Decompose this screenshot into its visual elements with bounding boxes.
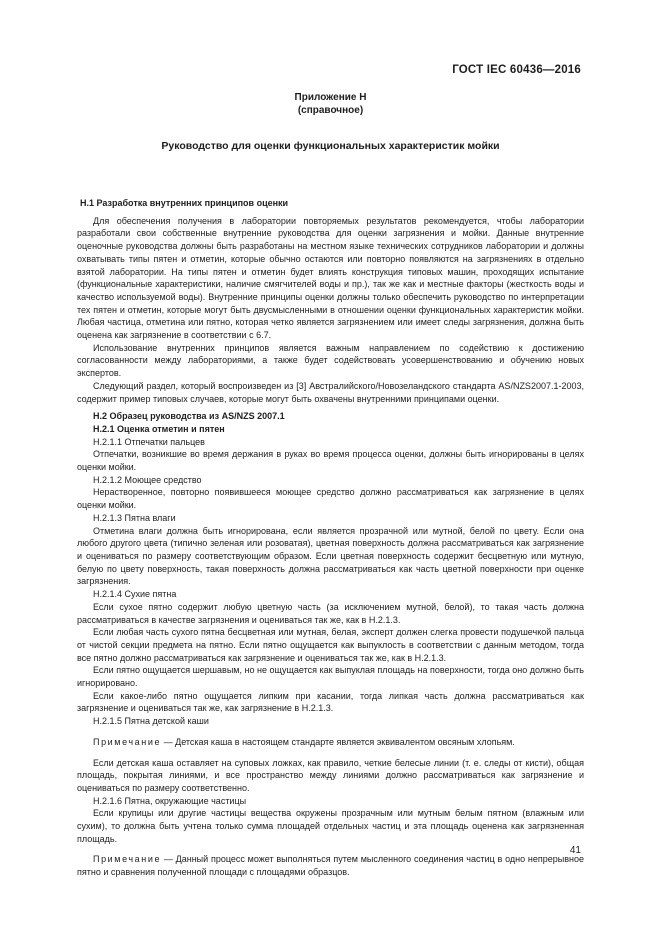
note [77,736,584,749]
page-title: Руководство для оценки функциональных характеристик мойки [161,140,500,152]
paragraph: Если пятно ощущается шершавым, но не ощущается как выпуклая площадь на поверхности, тогда оно должно быть игнорировано. [77,665,584,689]
paragraph: Для обеспечения получения в лаборатории повторяемых результатов рекомендуется, чтобы лаборатории разработали свои собственные внутренние руководства для оценки загрязнения и мойки. Данные внутренние оценочные руководства должны быть разработаны на местном языке технических сотрудников лаборатории и должны охватывать типы пятен и отметин, которые обычно остаются или повторно появляются на загрязнениях в отдельно взятой лаборатории. На типы пятен и отметин будет влиять конструкция типовых машин, проходящих испытание (функциональные характеристики, наличие смягчителей воды и пр.), так же как и местные факторы (жесткость воды и качество используемой воды). Внутренние принципы оценки должны только обеспечить руководство по интерпретации тех пятен и отметин, которые могут быть двусмысленными в отношении оценки функциональных характеристик мойки. Любая частица, отметина или пятно, которая четко является загрязнением или имеет следы загрязнения, должна быть оценена как загрязнение в соответствии с 6.7. [77,215,584,341]
clause-label: Н.2.1.3 Пятна влаги [93,512,176,523]
paragraph: Следующий раздел, который воспроизведен из [3] Австралийского/Новозеландского стандарта AS/NZS2007.1-2003, содержит пример типовых случаев, которые могут быть охвачены внутренними принципами оценки. [77,380,584,404]
clause-label: Н.2.1.4 Сухие пятна [93,589,177,600]
clause-label: Н.2.1.5 Пятна детской каши [93,716,209,727]
paragraph: Использование внутренних принципов является важным направлением по содействию к достижению согласованности между лабораториями, а также будет содействовать усовершенствованию и обучению новых экспертов. [77,342,584,379]
paragraph: Отпечатки, возникшие во время держания в руках во время процесса оценки, должны быть игнорированы в целях оценки мойки. [77,449,584,473]
subsection-heading: Н.2.1 Оценка отметин и пятен [93,423,225,434]
appendix-heading [0,91,661,117]
note-label: Примечание [93,854,162,865]
page-number: 41 [569,845,581,856]
note-text: — Детская каша в настоящем стандарте является эквивалентом овсяным хлопьям. [161,736,515,747]
paragraph: Если крупицы или другие частицы вещества окружены прозрачным или мутным белым пятном (влажным или сухим), то должна быть учтена только сумма площадей отдельных частиц и эта площадь оценена как загрязненная площадь. [77,808,584,844]
document-body [77,197,584,879]
note-label: Примечание [93,736,162,747]
paragraph: Если любая часть сухого пятна бесцветная или мутная, белая, эксперт должен слегка провести подушечкой пальца от чистой секции предмета на пятно. Если пятно ощущается как выпуклость в соответствии с данным методом, тогда все пятно должно рассматриваться как загрязнение и оцениваться так же, как в Н.2.1.3. [77,627,584,663]
clause-label: Н.2.1.1 Отпечатки пальцев [93,436,205,447]
clause-label: Н.2.1.2 Моющее средство [93,474,202,485]
section-heading: Н.1 Разработка внутренних принципов оценки [80,198,289,208]
standard-code: ГОСТ IEC 60436—2016 [452,64,581,76]
paragraph: Если сухое пятно содержит любую цветную часть (за исключением мутной, белой), то такая часть должна рассматриваться в качестве загрязнения и оцениваться так же, как в Н.2.1.3. [77,601,584,625]
clause-label: Н.2.1.6 Пятна, окружающие частицы [93,795,247,806]
paragraph: Если какое-либо пятно ощущается липким при касании, тогда липкая часть должна рассматриваться как загрязнение и оцениваться так же, как загрязнение в Н.2.1.3. [77,690,584,714]
appendix-label: Приложение Н [294,92,367,103]
appendix-type: (справочное) [297,105,364,116]
note [77,853,584,878]
section-heading: Н.2 Образец руководства из AS/NZS 2007.1 [93,411,285,422]
paragraph: Отметина влаги должна быть игнорирована, если является прозрачной или мутной, белой по цвету. Если она любого другого цвета (типично зеленая или розоватая), цветная поверхность должна рассматриваться как загрязнение и оцениваться по размеру соответствующим образом. Если цветная поверхность содержит бесцветную или мутную, белую по цвету поверхность, такая поверхность должна рассматриваться как часть цветной поверхности при оценке загрязнения. [77,525,584,587]
paragraph: Если детская каша оставляет на суповых ложках, как правило, четкие белесые линии (т. е. следы от кисти), общая площадь, покрытая линиями, и все пространство между линиями должно рассматриваться как загрязнение и оцениваться по размеру соответственно. [77,757,584,793]
note-text: — Данный процесс может выполняться путем мысленного соединения частиц в одно непрерывное пятно и сравнения полученной площади с площадями образцов. [77,854,584,878]
paragraph: Нерастворенное, повторно появившееся моющее средство должно рассматриваться как загрязнение в целях оценки мойки. [77,487,584,511]
